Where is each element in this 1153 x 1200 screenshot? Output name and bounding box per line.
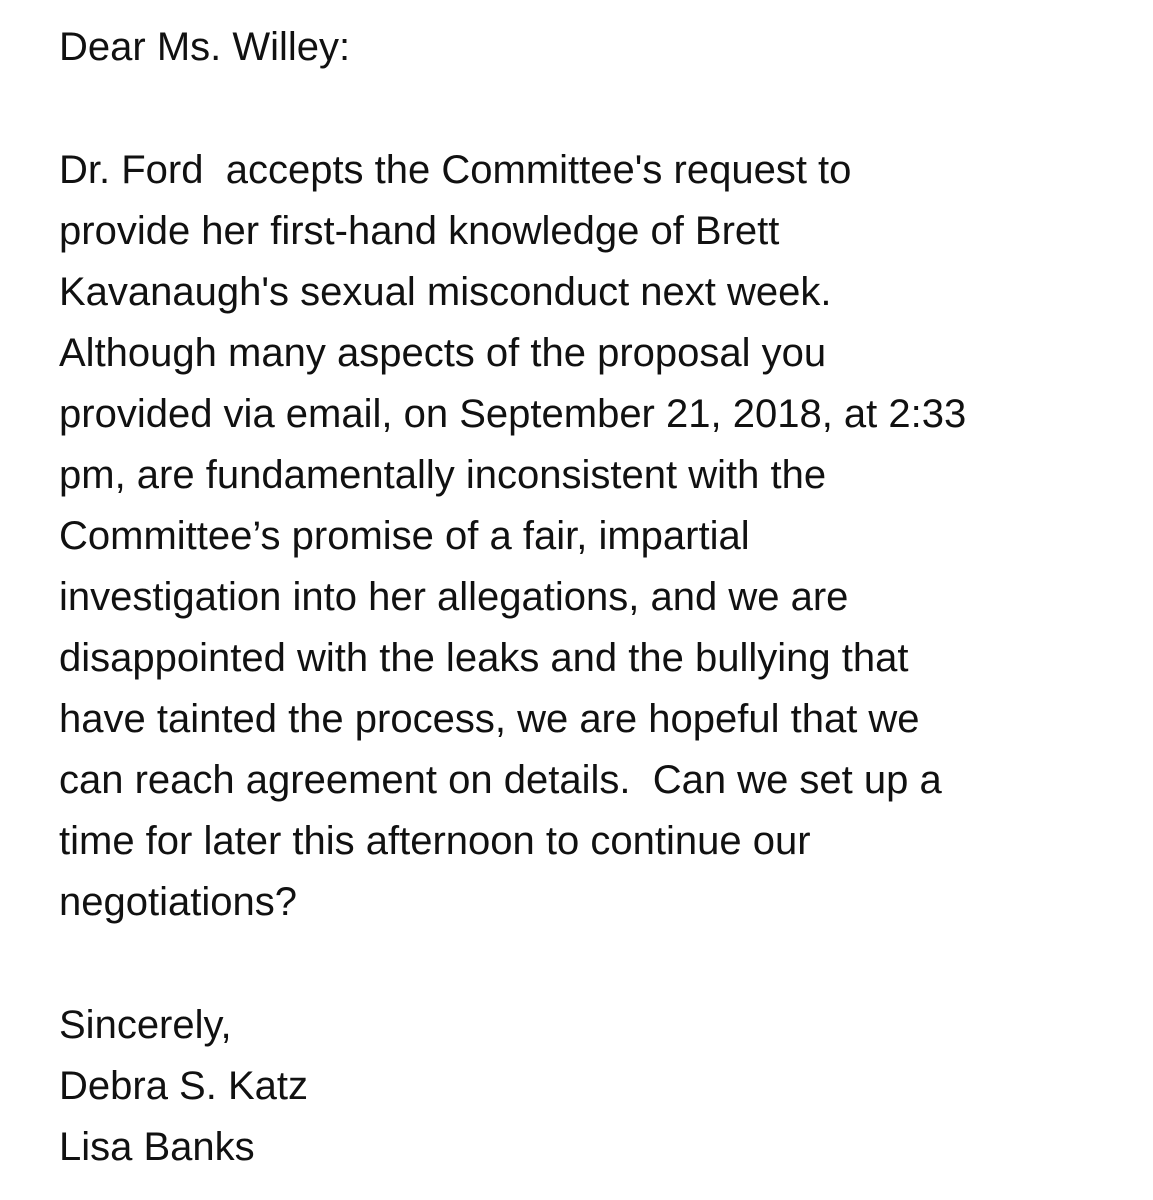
- body-line: pm, are fundamentally inconsistent with the: [59, 453, 827, 497]
- body-line: Dr. Ford accepts the Committee's request to: [59, 148, 852, 192]
- body-line: provided via email, on September 21, 2018, at 2:33: [59, 392, 967, 436]
- closing: Sincerely,: [59, 1003, 232, 1047]
- body-line: have tainted the process, we are hopeful that we: [59, 697, 920, 741]
- body-line: negotiations?: [59, 880, 297, 924]
- body-line: disappointed with the leaks and the bullying that: [59, 636, 909, 680]
- signatory-name: Lisa Banks: [59, 1125, 255, 1169]
- signatory-name: Debra S. Katz: [59, 1064, 309, 1108]
- body-line: Committee’s promise of a fair, impartial: [59, 514, 750, 558]
- body-line: can reach agreement on details. Can we set up a: [59, 758, 942, 802]
- body-line: Although many aspects of the proposal you: [59, 331, 827, 375]
- salutation: Dear Ms. Willey:: [59, 25, 351, 69]
- body-line: investigation into her allegations, and we are: [59, 575, 849, 619]
- body-line: time for later this afternoon to continue our: [59, 819, 811, 863]
- body-line: Kavanaugh's sexual misconduct next week.: [59, 270, 832, 314]
- body-line: provide her first-hand knowledge of Brett: [59, 209, 780, 253]
